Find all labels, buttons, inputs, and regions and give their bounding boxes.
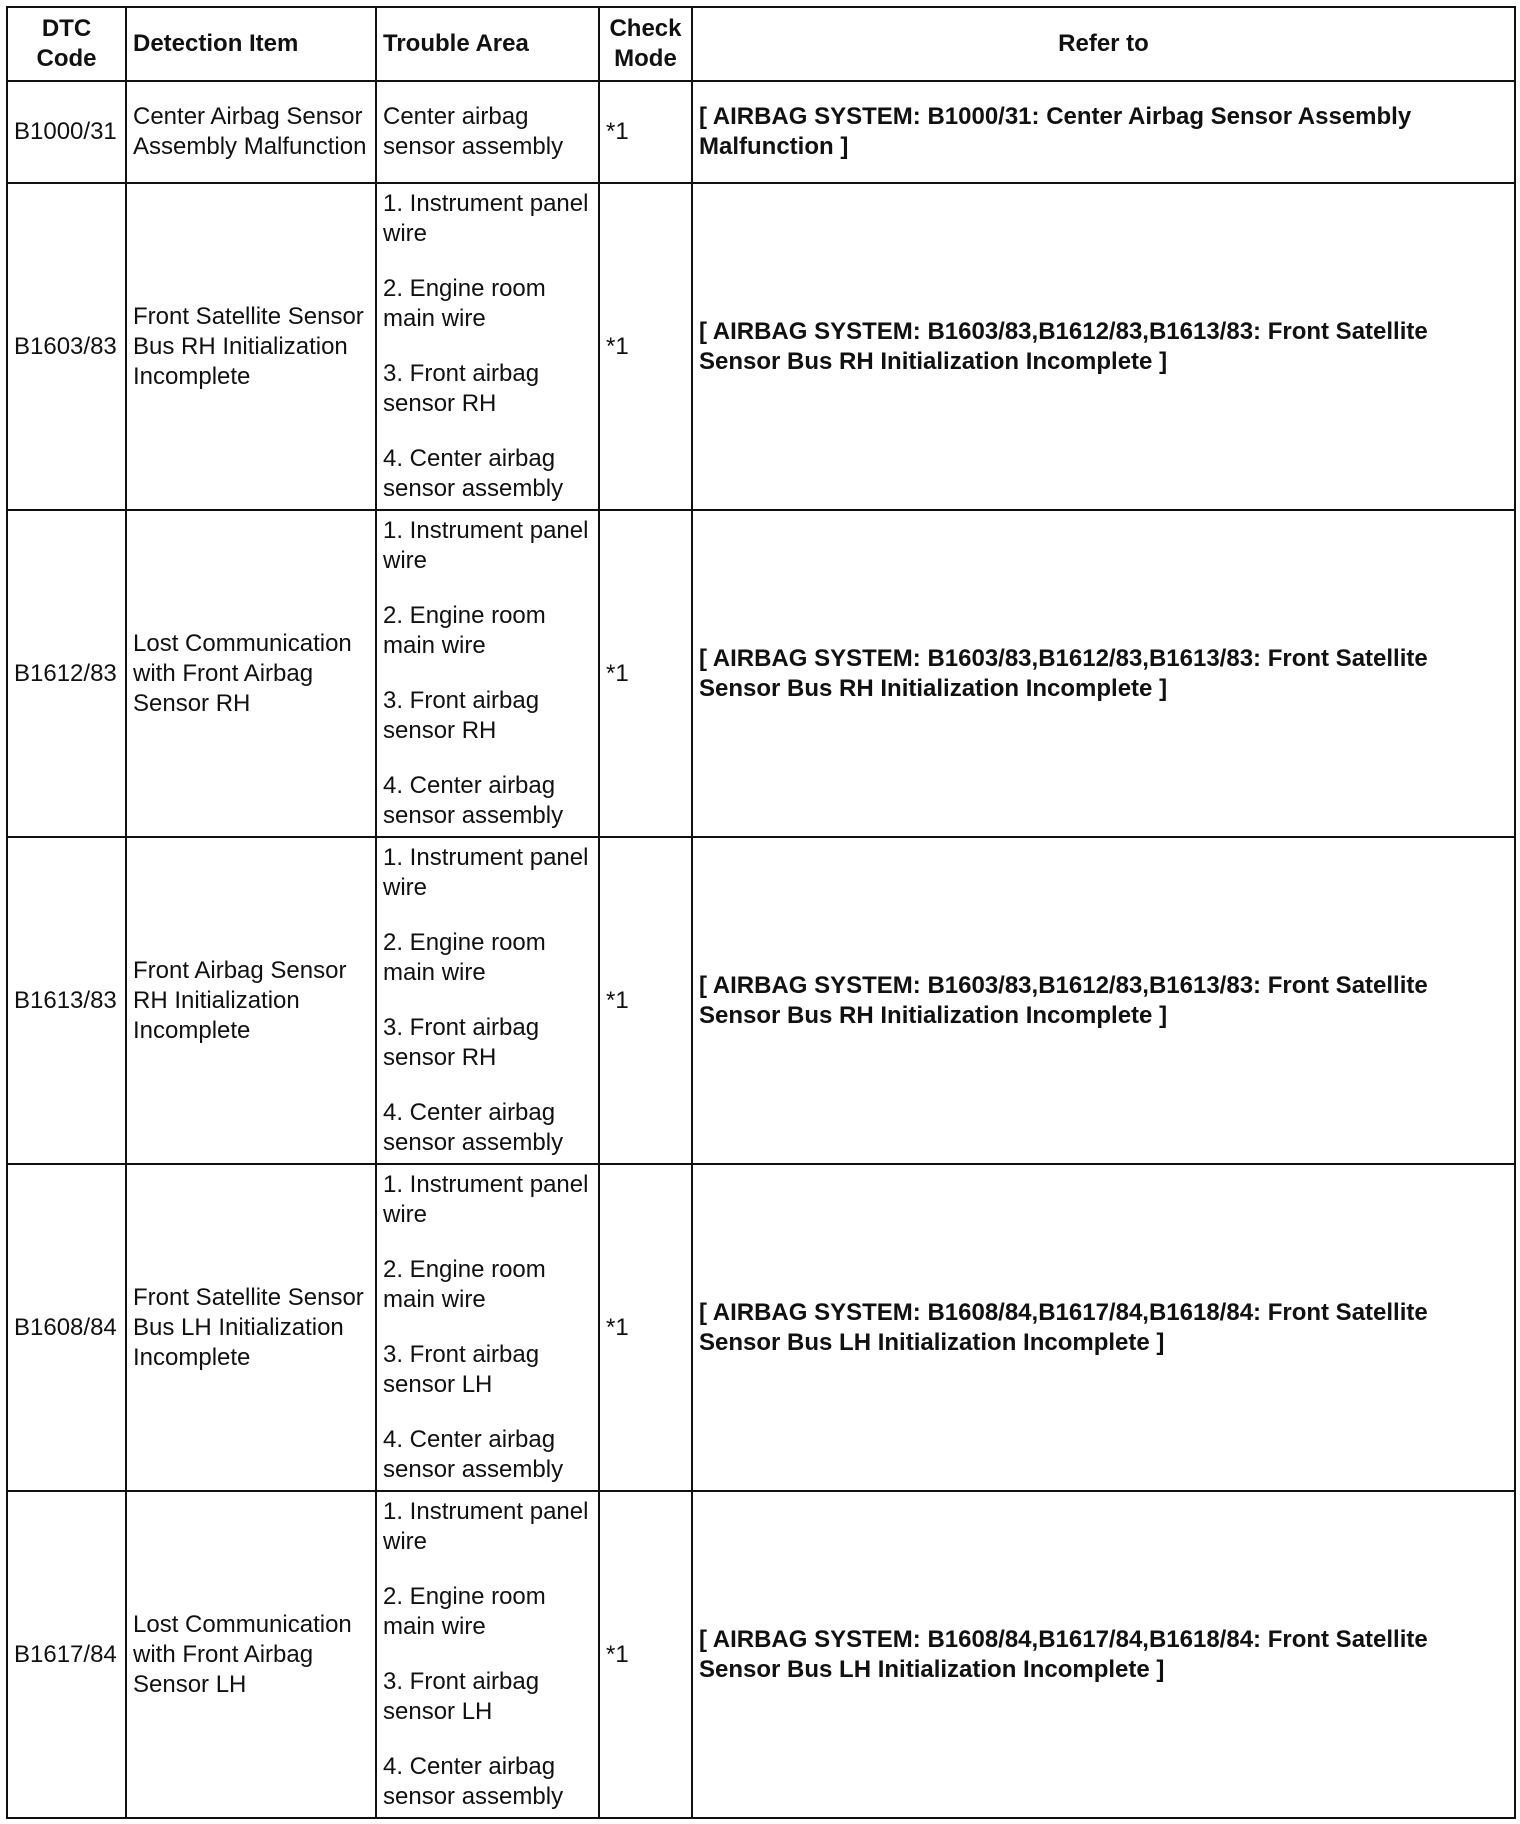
trouble-area-item: 4. Center airbag sensor assembly — [383, 772, 564, 829]
trouble-area-item: 1. Instrument panel wire — [383, 1498, 589, 1555]
trouble-area-cell — [376, 837, 599, 1164]
dtc-code-cell: B1613/83 — [7, 837, 126, 1164]
trouble-area-item: 3. Front airbag sensor LH — [383, 1668, 540, 1725]
check-mode-cell: *1 — [599, 81, 692, 183]
check-mode-cell: *1 — [599, 183, 692, 510]
detection-item-cell: Lost Communication with Front Airbag Sensor LH — [126, 1491, 376, 1818]
refer-to-link[interactable]: [ AIRBAG SYSTEM: B1000/31: Center Airbag Sensor Assembly Malfunction ] — [699, 103, 1412, 160]
check-mode-cell: *1 — [599, 1491, 692, 1818]
header-dtc-code: DTC Code — [7, 7, 126, 81]
table-row — [7, 510, 1515, 837]
refer-to-link[interactable]: [ AIRBAG SYSTEM: B1608/84,B1617/84,B1618/84: Front Satellite Sensor Bus LH Initialization Incomplete ] — [699, 1298, 1428, 1356]
dtc-code-cell: B1608/84 — [7, 1164, 126, 1491]
trouble-area-item: 2. Engine room main wire — [383, 1256, 546, 1313]
check-mode-cell: *1 — [599, 837, 692, 1164]
trouble-area-cell — [376, 510, 599, 837]
refer-to-cell — [692, 81, 1515, 183]
refer-to-cell — [692, 183, 1515, 510]
trouble-area-item: 2. Engine room main wire — [383, 929, 546, 986]
trouble-area-item: 1. Instrument panel wire — [383, 1171, 589, 1228]
refer-to-cell — [692, 1164, 1515, 1491]
trouble-area-item: 4. Center airbag sensor assembly — [383, 1753, 564, 1810]
trouble-area-item: 2. Engine room main wire — [383, 275, 546, 332]
trouble-area-item: 3. Front airbag sensor RH — [383, 1014, 540, 1071]
header-detection-item: Detection Item — [126, 7, 376, 81]
trouble-area-cell — [376, 81, 599, 183]
trouble-area-item: 2. Engine room main wire — [383, 1583, 546, 1640]
trouble-area-item: 1. Instrument panel wire — [383, 517, 589, 574]
header-trouble-area: Trouble Area — [376, 7, 599, 81]
table-row — [7, 837, 1515, 1164]
trouble-area-cell — [376, 183, 599, 510]
table-header-row — [7, 7, 1515, 81]
trouble-area-item: 3. Front airbag sensor RH — [383, 360, 540, 417]
refer-to-cell — [692, 837, 1515, 1164]
dtc-code-cell: B1000/31 — [7, 81, 126, 183]
trouble-area-item: 4. Center airbag sensor assembly — [383, 1099, 564, 1156]
trouble-area-item: 3. Front airbag sensor RH — [383, 687, 540, 744]
table-row — [7, 183, 1515, 510]
table-row — [7, 81, 1515, 183]
detection-item-cell: Front Satellite Sensor Bus RH Initialization Incomplete — [126, 183, 376, 510]
trouble-area-item: 4. Center airbag sensor assembly — [383, 1426, 564, 1483]
detection-item-cell: Front Airbag Sensor RH Initialization Incomplete — [126, 837, 376, 1164]
dtc-code-cell: B1603/83 — [7, 183, 126, 510]
table-row — [7, 1164, 1515, 1491]
trouble-area-item: 4. Center airbag sensor assembly — [383, 445, 564, 502]
dtc-code-cell: B1617/84 — [7, 1491, 126, 1818]
refer-to-cell — [692, 510, 1515, 837]
check-mode-cell: *1 — [599, 510, 692, 837]
table-body — [7, 81, 1515, 1818]
table-row — [7, 1491, 1515, 1818]
trouble-area-item: 3. Front airbag sensor LH — [383, 1341, 540, 1398]
refer-to-link[interactable]: [ AIRBAG SYSTEM: B1608/84,B1617/84,B1618/84: Front Satellite Sensor Bus LH Initialization Incomplete ] — [699, 1625, 1428, 1683]
header-check-mode: Check Mode — [599, 7, 692, 81]
trouble-area-cell — [376, 1164, 599, 1491]
check-mode-cell: *1 — [599, 1164, 692, 1491]
trouble-area-item: 1. Instrument panel wire — [383, 844, 589, 901]
refer-to-link[interactable]: [ AIRBAG SYSTEM: B1603/83,B1612/83,B1613/83: Front Satellite Sensor Bus RH Initialization Incomplete ] — [699, 971, 1428, 1029]
header-refer-to: Refer to — [692, 7, 1515, 81]
trouble-area-item: 2. Engine room main wire — [383, 602, 546, 659]
trouble-area-cell — [376, 1491, 599, 1818]
refer-to-link[interactable]: [ AIRBAG SYSTEM: B1603/83,B1612/83,B1613/83: Front Satellite Sensor Bus RH Initialization Incomplete ] — [699, 644, 1428, 702]
detection-item-cell: Lost Communication with Front Airbag Sensor RH — [126, 510, 376, 837]
trouble-area-item: 1. Instrument panel wire — [383, 190, 589, 247]
refer-to-link[interactable]: [ AIRBAG SYSTEM: B1603/83,B1612/83,B1613/83: Front Satellite Sensor Bus RH Initialization Incomplete ] — [699, 317, 1428, 375]
trouble-area-item: Center airbag sensor assembly — [383, 103, 564, 160]
dtc-table — [6, 6, 1516, 1819]
refer-to-cell — [692, 1491, 1515, 1818]
detection-item-cell: Front Satellite Sensor Bus LH Initialization Incomplete — [126, 1164, 376, 1491]
detection-item-cell: Center Airbag Sensor Assembly Malfunction — [126, 81, 376, 183]
dtc-code-cell: B1612/83 — [7, 510, 126, 837]
